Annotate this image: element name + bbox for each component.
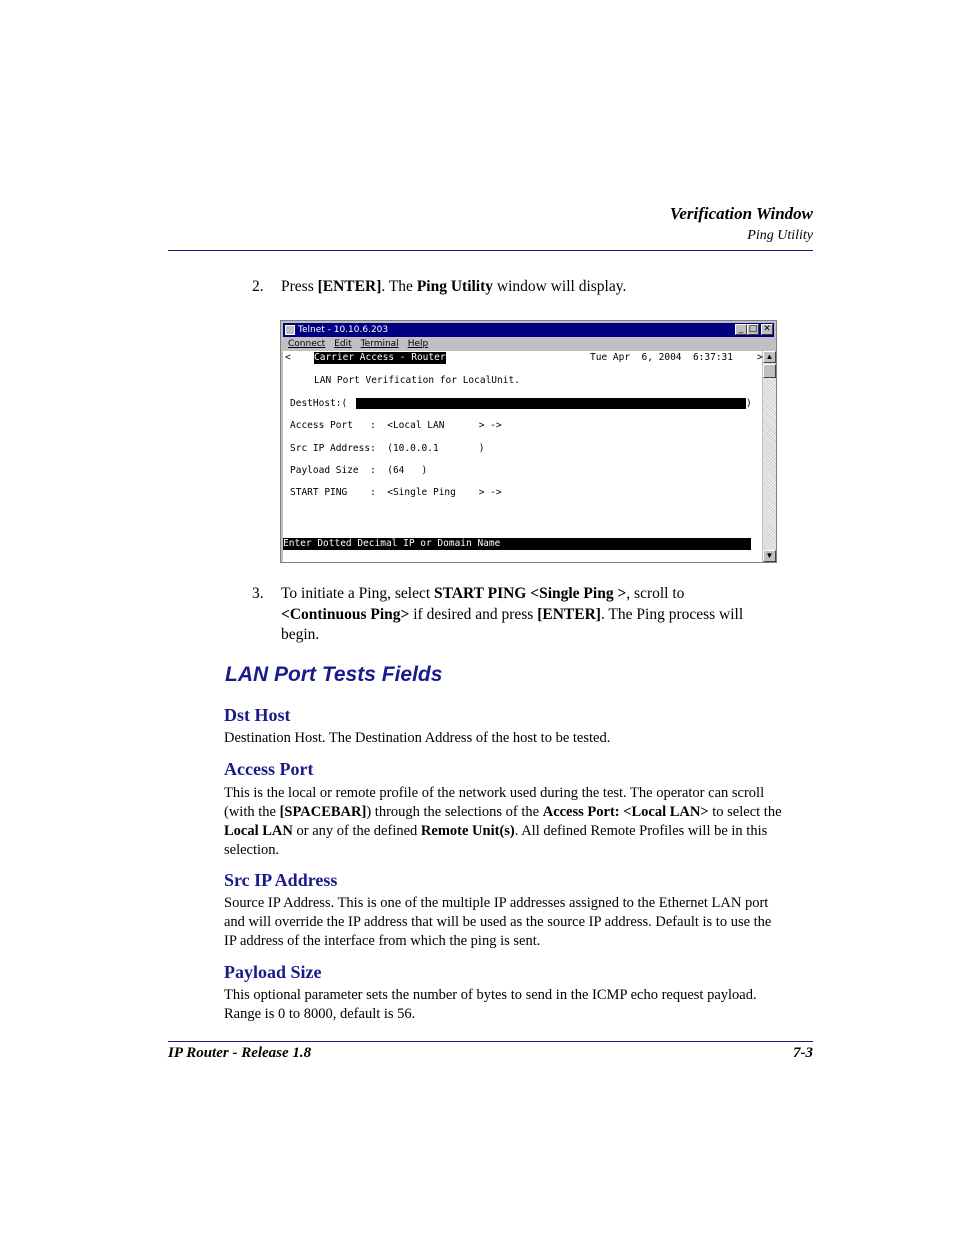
maximize-button[interactable]: □ [748, 324, 758, 334]
dst-host-text: Destination Host. The Destination Address of the host to be tested. [224, 730, 611, 746]
page-number: 7-3 [793, 1045, 813, 1061]
scroll-thumb[interactable] [763, 364, 776, 378]
menu-edit[interactable]: Edit [334, 339, 352, 349]
menu-connect[interactable]: Connect [288, 339, 326, 349]
desthost-end: ) [746, 398, 752, 409]
step-number: 2. [252, 278, 264, 295]
menu-terminal[interactable]: Terminal [360, 339, 399, 349]
telnet-app-icon [285, 325, 295, 335]
nav-forward-arrow: > [757, 352, 763, 363]
access-port-text: This is the local or remote profile of the network used during the test. The operator can scroll (with the [SPACEBAR]) through the selections of the Access Port: <Local LAN> to select the Local LAN or any of the defined Remote Unit(s). All defined Remote Profiles will be in this selection. [224, 785, 782, 858]
step-text: Press [ENTER]. The Ping Utility window will display. [281, 278, 627, 295]
terminal-status-line: Enter Dotted Decimal IP or Domain Name [283, 538, 751, 550]
scroll-up-icon[interactable]: ▲ [763, 351, 776, 363]
telnet-window [280, 320, 777, 563]
desthost-label: DestHost:( [290, 398, 348, 409]
vertical-scrollbar[interactable] [763, 351, 776, 562]
terminal-screen-title: Carrier Access - Router [314, 352, 446, 363]
terminal-subtitle: LAN Port Verification for LocalUnit. [314, 375, 520, 386]
footer-left: IP Router - Release 1.8 [168, 1045, 312, 1061]
footer-rule [168, 1041, 813, 1042]
payload-size-heading: Payload Size [224, 962, 322, 982]
start-ping-field[interactable]: START PING : <Single Ping > -> [290, 487, 502, 498]
terminal-screen[interactable] [283, 351, 762, 562]
step-number: 3. [252, 585, 264, 602]
step-3 [252, 584, 812, 646]
access-port-heading: Access Port [224, 759, 314, 779]
payload-size-field[interactable]: Payload Size : (64 ) [290, 465, 428, 476]
minimize-button[interactable]: _ [735, 324, 747, 335]
terminal-datetime: Tue Apr 6, 2004 6:37:31 [590, 352, 733, 363]
src-ip-text: Source IP Address. This is one of the multiple IP addresses assigned to the Ethernet LAN port and will override the IP address that will be used as the source IP address. Default is to use the IP address of the interface from which the ping is sent. [224, 895, 772, 949]
step-text: To initiate a Ping, select START PING <Single Ping >, scroll to <Continuous Ping> if desired and press [ENTER]. The Ping process will begin. [281, 585, 744, 643]
src-ip-heading: Src IP Address [224, 870, 338, 890]
menu-help[interactable]: Help [407, 339, 429, 349]
close-button[interactable]: ✕ [761, 324, 773, 335]
header-rule [168, 250, 813, 251]
scroll-down-icon[interactable]: ▼ [763, 550, 776, 562]
window-titlebar [283, 323, 774, 337]
src-ip-field[interactable]: Src IP Address: (10.0.0.1 ) [290, 443, 485, 454]
menu-bar [283, 338, 774, 350]
section-running-head: Ping Utility [747, 228, 813, 243]
chapter-title: Verification Window [669, 204, 813, 223]
access-port-field[interactable]: Access Port : <Local LAN > -> [290, 420, 502, 431]
payload-size-text: This optional parameter sets the number of bytes to send in the ICMP echo request payload. Range is 0 to 8000, default is 56. [224, 987, 757, 1022]
nav-back-arrow: < [285, 352, 291, 363]
window-title: Telnet - 10.10.6.203 [298, 325, 389, 335]
dst-host-heading: Dst Host [224, 705, 291, 725]
step-2 [252, 277, 812, 298]
section-title: LAN Port Tests Fields [225, 663, 443, 686]
desthost-input[interactable] [356, 398, 746, 409]
